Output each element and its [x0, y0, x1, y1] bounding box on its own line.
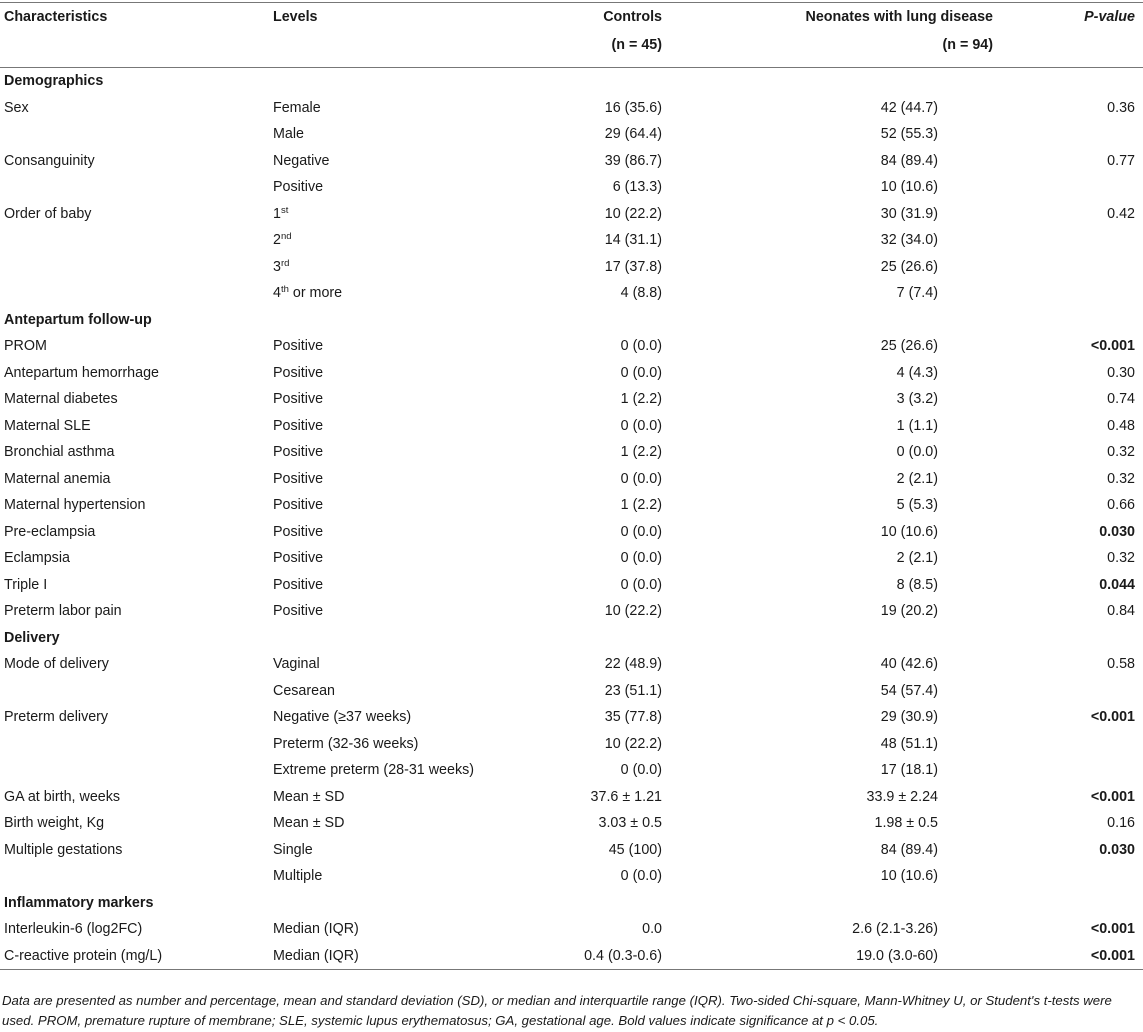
controls-cell: 14 (31.1) — [604, 232, 662, 249]
characteristic-cell: Maternal diabetes — [4, 391, 118, 408]
characteristic-cell — [0, 174, 271, 201]
controls-cell: 10 (22.2) — [604, 205, 662, 222]
characteristic-cell: Maternal SLE — [4, 417, 91, 434]
cases-cell: 10 (10.6) — [880, 523, 938, 540]
controls-cell: 0 (0.0) — [620, 470, 662, 487]
table-row — [0, 148, 1143, 175]
level-cell: Positive — [273, 523, 324, 540]
controls-cell: 0 (0.0) — [620, 523, 662, 540]
pvalue-cell: <0.001 — [1090, 921, 1135, 938]
level-cell — [271, 227, 501, 254]
table-row — [0, 704, 1143, 731]
controls-cell: 0 (0.0) — [620, 338, 662, 355]
pvalue-cell — [1029, 174, 1143, 201]
characteristic-cell — [0, 678, 271, 705]
section-header-row — [0, 68, 1143, 95]
controls-cell: 10 (22.2) — [604, 735, 662, 752]
cases-cell: 54 (57.4) — [880, 682, 938, 699]
level-cell: Positive — [273, 179, 324, 196]
table-row — [0, 174, 1143, 201]
characteristic-cell: Birth weight, Kg — [4, 815, 105, 832]
controls-cell: 45 (100) — [608, 841, 662, 858]
pvalue-cell: <0.001 — [1090, 788, 1135, 805]
pvalue-cell — [1029, 731, 1143, 758]
pvalue-cell: 0.030 — [1099, 523, 1135, 540]
level-ordinal-suffix: th — [280, 284, 289, 296]
table-row — [0, 837, 1143, 864]
level-cell: Positive — [273, 444, 324, 461]
level-suffix-text: or more — [288, 285, 343, 302]
level-cell: Positive — [273, 417, 324, 434]
pvalue-cell: 0.16 — [1107, 815, 1135, 832]
header-row-n — [0, 37, 1143, 68]
table-row — [0, 784, 1143, 811]
pvalue-cell: 0.42 — [1107, 205, 1135, 222]
pvalue-cell: 0.32 — [1107, 470, 1135, 487]
pvalue-cell: 0.48 — [1107, 417, 1135, 434]
characteristic-cell — [0, 757, 271, 784]
characteristic-cell: Preterm delivery — [4, 709, 109, 726]
controls-cell: 0.0 — [642, 921, 662, 938]
characteristic-cell: Maternal anemia — [4, 470, 111, 487]
cases-cell: 19 (20.2) — [880, 603, 938, 620]
characteristic-cell: Preterm labor pain — [4, 603, 122, 620]
header-pvalue-text: P-value — [1084, 9, 1135, 25]
level-cell: Negative (≥37 weeks) — [273, 709, 412, 726]
characteristic-cell: Multiple gestations — [4, 841, 123, 858]
controls-cell: 4 (8.8) — [620, 285, 662, 302]
characteristic-cell: Sex — [4, 99, 29, 116]
cases-cell: 2 (2.1) — [896, 470, 938, 487]
section-header-row — [0, 307, 1143, 334]
pvalue-cell: 0.044 — [1099, 576, 1135, 593]
table-row — [0, 492, 1143, 519]
controls-cell: 0 (0.0) — [620, 762, 662, 779]
cases-cell: 33.9 ± 2.24 — [866, 788, 938, 805]
table-footnote: Data are presented as number and percentage, mean and standard deviation (SD), or median and interquartile range (IQR). Two-sided Chi-square, Mann-Whitney U, or Student's t-tests were used. PROM, premature rupture of membrane; SLE, systemic lupus erythematosus; GA, gestational age. Bold values indicate significance at p < 0.05. — [2, 993, 1112, 1028]
characteristic-cell: Pre-eclampsia — [4, 523, 96, 540]
table-row — [0, 731, 1143, 758]
cases-cell: 25 (26.6) — [880, 338, 938, 355]
header-row — [0, 0, 1143, 37]
controls-cell: 6 (13.3) — [612, 179, 662, 196]
pvalue-cell: 0.77 — [1107, 152, 1135, 169]
characteristic-cell: Antepartum hemorrhage — [4, 364, 159, 381]
pvalue-cell: <0.001 — [1029, 943, 1143, 970]
characteristic-cell: Bronchial asthma — [4, 444, 115, 461]
characteristic-cell — [0, 121, 271, 148]
level-cell: Positive — [273, 497, 324, 514]
cases-cell: 2.6 (2.1-3.26) — [852, 921, 938, 938]
controls-cell: 0 (0.0) — [620, 364, 662, 381]
level-ordinal-suffix: st — [280, 204, 289, 216]
controls-cell: 16 (35.6) — [604, 99, 662, 116]
level-number: 1 — [273, 205, 281, 222]
table-row — [0, 360, 1143, 387]
cases-cell: 0 (0.0) — [896, 444, 938, 461]
controls-cell: 22 (48.9) — [604, 656, 662, 673]
cases-cell: 40 (42.6) — [880, 656, 938, 673]
controls-cell: 0 (0.0) — [620, 576, 662, 593]
table-row — [0, 545, 1143, 572]
characteristic-cell: Maternal hypertension — [4, 497, 146, 514]
level-cell: Median (IQR) — [273, 921, 359, 938]
pvalue-cell — [1029, 678, 1143, 705]
characteristic-cell: Eclampsia — [4, 550, 70, 567]
table-row — [0, 121, 1143, 148]
cases-cell: 19.0 (3.0-60) — [694, 943, 1029, 970]
header-cases: Neonates with lung disease — [805, 9, 993, 25]
table-row — [0, 943, 1143, 970]
pvalue-cell: 0.74 — [1107, 391, 1135, 408]
table-row — [0, 863, 1143, 890]
pvalue-cell: 0.30 — [1107, 364, 1135, 381]
section-title: Delivery — [4, 629, 60, 646]
section-title: Inflammatory markers — [4, 894, 154, 911]
cases-cell: 2 (2.1) — [896, 550, 938, 567]
table-row — [0, 254, 1143, 281]
level-ordinal-suffix: nd — [280, 231, 292, 243]
pvalue-cell: <0.001 — [1090, 709, 1135, 726]
level-cell: Positive — [273, 576, 324, 593]
level-number: 4 — [273, 285, 281, 302]
table-row — [0, 280, 1143, 307]
controls-cell: 1 (2.2) — [620, 497, 662, 514]
table-row — [0, 95, 1143, 122]
table-row — [0, 227, 1143, 254]
cases-cell: 3 (3.2) — [896, 391, 938, 408]
characteristic-cell — [0, 731, 271, 758]
table-row — [0, 651, 1143, 678]
level-number: 3 — [273, 258, 281, 275]
characteristic-cell: GA at birth, weeks — [4, 788, 121, 805]
cases-cell: 25 (26.6) — [880, 258, 938, 275]
pvalue-cell — [1029, 757, 1143, 784]
pvalue-cell: 0.030 — [1099, 841, 1135, 858]
controls-cell: 1 (2.2) — [620, 391, 662, 408]
pvalue-cell: 0.66 — [1107, 497, 1135, 514]
cases-cell: 1 (1.1) — [896, 417, 938, 434]
table-row — [0, 466, 1143, 493]
table-row — [0, 201, 1143, 228]
cases-cell: 1.98 ± 0.5 — [874, 815, 938, 832]
controls-cell: 0 (0.0) — [620, 550, 662, 567]
cases-cell: 10 (10.6) — [880, 179, 938, 196]
section-title: Demographics — [4, 73, 104, 90]
header-pvalue — [1029, 0, 1143, 37]
table-row — [0, 810, 1143, 837]
pvalue-cell — [1029, 863, 1143, 890]
pvalue-cell: 0.36 — [1107, 99, 1135, 116]
table-row — [0, 413, 1143, 440]
cases-cell: 17 (18.1) — [880, 762, 938, 779]
level-cell: Positive — [273, 470, 324, 487]
cases-cell: 5 (5.3) — [896, 497, 938, 514]
pvalue-cell — [1029, 121, 1143, 148]
pvalue-cell: 0.58 — [1107, 656, 1135, 673]
level-cell: Positive — [273, 603, 324, 620]
level-number: 2 — [273, 232, 281, 249]
level-cell: Positive — [273, 338, 324, 355]
controls-cell: 35 (77.8) — [604, 709, 662, 726]
table-row — [0, 333, 1143, 360]
level-cell: Single — [273, 841, 313, 858]
level-cell: Positive — [273, 550, 324, 567]
controls-cell: 0 (0.0) — [620, 417, 662, 434]
level-cell: Preterm (32-36 weeks) — [273, 735, 419, 752]
level-cell: Negative — [273, 152, 330, 169]
table-row — [0, 916, 1143, 943]
controls-cell: 3.03 ± 0.5 — [598, 815, 662, 832]
level-ordinal-suffix: rd — [280, 257, 290, 269]
pvalue-cell: <0.001 — [1090, 338, 1135, 355]
characteristic-cell: Order of baby — [4, 205, 92, 222]
level-cell: Cesarean — [273, 682, 335, 699]
cases-cell: 10 (10.6) — [880, 868, 938, 885]
table-row — [0, 757, 1143, 784]
table-row — [0, 572, 1143, 599]
header-controls-n: (n = 45) — [501, 37, 694, 68]
cases-cell: 7 (7.4) — [896, 285, 938, 302]
header-levels: Levels — [273, 9, 318, 25]
cases-cell: 8 (8.5) — [896, 576, 938, 593]
cases-cell: 48 (51.1) — [880, 735, 938, 752]
cases-cell: 29 (30.9) — [880, 709, 938, 726]
pvalue-cell: 0.32 — [1107, 550, 1135, 567]
level-cell: Multiple — [273, 868, 323, 885]
characteristic-cell: Consanguinity — [4, 152, 95, 169]
pvalue-cell — [1029, 227, 1143, 254]
pvalue-cell: 0.84 — [1107, 603, 1135, 620]
characteristic-cell: PROM — [4, 338, 47, 355]
pvalue-cell — [1029, 280, 1143, 307]
cases-cell: 4 (4.3) — [896, 364, 938, 381]
table-row — [0, 678, 1143, 705]
level-cell: Female — [273, 99, 321, 116]
table-row — [0, 439, 1143, 466]
pvalue-cell: 0.32 — [1107, 444, 1135, 461]
cases-cell: 32 (34.0) — [880, 232, 938, 249]
controls-cell: 39 (86.7) — [604, 152, 662, 169]
cases-cell: 84 (89.4) — [880, 152, 938, 169]
cases-cell: 52 (55.3) — [880, 126, 938, 143]
characteristic-cell — [0, 254, 271, 281]
level-cell: Male — [273, 126, 304, 143]
table-body — [0, 68, 1143, 970]
controls-cell: 0.4 (0.3-0.6) — [501, 943, 694, 970]
characteristic-cell — [0, 227, 271, 254]
characteristic-cell: C-reactive protein (mg/L) — [0, 943, 271, 970]
table-row — [0, 598, 1143, 625]
characteristic-cell: Mode of delivery — [4, 656, 109, 673]
controls-cell: 23 (51.1) — [604, 682, 662, 699]
level-cell: Mean ± SD — [273, 788, 345, 805]
characteristic-cell — [0, 863, 271, 890]
controls-cell: 29 (64.4) — [604, 126, 662, 143]
level-cell: Positive — [273, 364, 324, 381]
cases-cell: 30 (31.9) — [880, 205, 938, 222]
controls-cell: 0 (0.0) — [620, 868, 662, 885]
level-cell — [271, 280, 501, 307]
level-cell: Median (IQR) — [271, 943, 501, 970]
section-title: Antepartum follow-up — [4, 311, 152, 328]
level-cell: Vaginal — [273, 656, 320, 673]
pvalue-cell — [1029, 254, 1143, 281]
level-cell — [271, 254, 501, 281]
controls-cell: 1 (2.2) — [620, 444, 662, 461]
level-cell: Extreme preterm (28-31 weeks) — [273, 762, 475, 779]
cases-cell: 42 (44.7) — [880, 99, 938, 116]
level-cell: Positive — [273, 391, 324, 408]
controls-cell: 37.6 ± 1.21 — [590, 788, 662, 805]
header-characteristics: Characteristics — [4, 9, 108, 25]
characteristic-cell: Interleukin-6 (log2FC) — [4, 921, 143, 938]
header-cases-n: (n = 94) — [694, 37, 1029, 68]
header-controls: Controls — [603, 9, 662, 25]
controls-cell: 10 (22.2) — [604, 603, 662, 620]
level-cell — [271, 201, 501, 228]
controls-cell: 17 (37.8) — [604, 258, 662, 275]
section-header-row — [0, 625, 1143, 652]
section-header-row — [0, 890, 1143, 917]
characteristic-cell: Triple I — [4, 576, 48, 593]
table-row — [0, 386, 1143, 413]
level-cell: Mean ± SD — [273, 815, 345, 832]
cases-cell: 84 (89.4) — [880, 841, 938, 858]
characteristic-cell — [0, 280, 271, 307]
table-row — [0, 519, 1143, 546]
